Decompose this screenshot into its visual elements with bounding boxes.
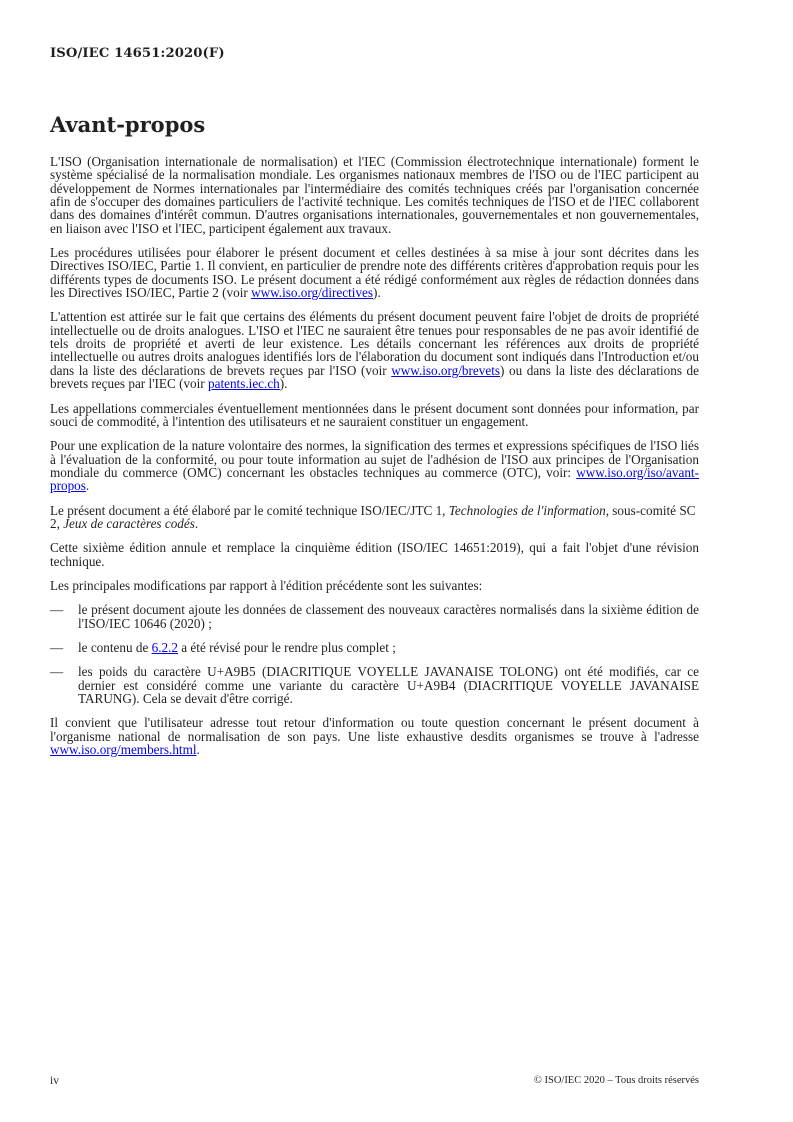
paragraph-voluntary-nature xyxy=(50,439,699,492)
committee-title: Technologies de l'information xyxy=(448,502,606,518)
iso-patents-link[interactable]: www.iso.org/brevets xyxy=(391,362,501,378)
list-item xyxy=(50,665,699,705)
paragraph-text: . xyxy=(85,478,90,494)
paragraph-procedures xyxy=(50,246,699,299)
subcommittee-title: Jeux de caractères codés xyxy=(63,515,195,531)
copyright-notice: © ISO/IEC 2020 – Tous droits réservés xyxy=(533,1075,699,1086)
paragraph-feedback xyxy=(50,716,699,756)
paragraph-text: L'attention est attirée sur le fait que certains des éléments du présent document peuvent faire l'objet de droits de propriété intellectuelle ou de droits analogues. L'ISO et l'IEC ne sauraient être tenues pour responsables de ne pas avoir identifié de tels droits de propriété et averti de leur existence. Les détails concernant les références aux droits de propriété intellectuelle ou autres droits analogues identifiés lors de l'élaboration du document sont indiqués dans l'Introduction et/ou dans la liste des déclarations de brevets reçues par l'ISO (voir xyxy=(50,309,699,378)
paragraph-text: . xyxy=(194,515,199,531)
list-dash: — xyxy=(50,639,64,655)
page-number: iv xyxy=(50,1075,59,1087)
paragraph-text: le contenu de xyxy=(78,639,152,655)
paragraph-text: a été révisé pour le rendre plus complet ; xyxy=(177,639,396,655)
paragraph-text: Il convient que l'utilisateur adresse tout retour d'information ou toute question concernant le présent document à l'organisme national de normalisation de son pays. Une liste exhaustive desdits organismes se trouve à l'adresse xyxy=(50,715,699,744)
paragraph-text: . xyxy=(196,742,200,758)
paragraph-text: , sous-comité SC 2, xyxy=(50,502,696,531)
document-body xyxy=(50,155,699,767)
paragraph-edition: Cette sixième édition annule et remplace la cinquième édition (ISO/IEC 14651:2019), qui a fait l'objet d'une révision technique. xyxy=(50,540,699,569)
paragraph-text: ). xyxy=(279,376,288,392)
list-item-text xyxy=(78,641,699,654)
paragraph-committee xyxy=(50,504,699,531)
list-dash: — xyxy=(50,664,64,680)
paragraph-text: Le présent document a été élaboré par le comité technique ISO/IEC/JTC 1, xyxy=(50,502,449,518)
list-item xyxy=(50,603,699,630)
paragraph-iso-iec-intro: L'ISO (Organisation internationale de normalisation) et l'IEC (Commission électrotechnique internationale) forment le système spécialisé de la normalisation mondiale. Les organismes nationaux membres de l'ISO ou de l'IEC participent au développement de Normes internationales par l'intermédiaire des comités techniques créés par l'organisation concernée afin de s'occuper des domaines particuliers de l'activité technique. Les comités techniques de l'ISO et de l'IEC collaborent dans des domaines d'intérêt commun. D'autres organisations internationales, gouvernementales et non gouvernementales, en liaison avec l'ISO et l'IEC, participent également aux travaux. xyxy=(50,154,699,236)
paragraph-text: ) ou dans la liste des déclarations de brevets reçues par l'IEC (voir xyxy=(50,362,699,392)
directives-link[interactable]: www.iso.org/directives xyxy=(251,285,374,301)
document-identifier: ISO/IEC 14651:2020(F) xyxy=(50,46,225,61)
list-item xyxy=(50,641,699,654)
paragraph-trade-names: Les appellations commerciales éventuellement mentionnées dans le présent document sont données pour information, par souci de commodité, à l'intention des utilisateurs et ne sauraient constituer un engagement. xyxy=(50,400,699,429)
paragraph-text: Les procédures utilisées pour élaborer le présent document et celles destinées à sa mise à jour sont décrites dans les Directives ISO/IEC, Partie 1. Il convient, en particulier de prendre note des différents critères d'approbation requis pour les différents types de documents ISO. Le présent document a été rédigé conformément aux règles de rédaction données dans les Directives ISO/IEC, Partie 2 (voir xyxy=(50,245,699,301)
paragraph-text: ). xyxy=(373,285,381,301)
list-dash: — xyxy=(50,602,64,618)
foreword-link[interactable]: www.iso.org/iso/avant-propos xyxy=(50,464,699,494)
members-link[interactable]: www.iso.org/members.html xyxy=(50,742,197,758)
list-item-text: le présent document ajoute les données de classement des nouveaux caractères normalisés dans la sixième édition de l'ISO/IEC 10646 (2020) ; xyxy=(78,602,699,631)
iec-patents-link[interactable]: patents.iec.ch xyxy=(208,376,280,392)
paragraph-patents xyxy=(50,310,699,390)
section-title: Avant-propos xyxy=(50,112,206,137)
paragraph-text: Pour une explication de la nature volontaire des normes, la signification des termes et expressions spécifiques de l'ISO liés à l'évaluation de la conformité, ou pour toute information au sujet de l'adhésion de l'ISO aux principes de l'Organisation mondiale du commerce (OMC) concernant les obstacles techniques au commerce (OTC), voir: xyxy=(50,438,699,480)
clause-link[interactable]: 6.2.2 xyxy=(151,639,178,655)
list-item-text: les poids du caractère U+A9B5 (DIACRITIQUE VOYELLE JAVANAISE TOLONG) ont été modifiés, car ce dernier est considéré comme une variante du caractère U+A9B4 (DIACRITIQUE VOYELLE JAVANAISE TARUNG). Cela se devait d'être corrigé. xyxy=(78,664,699,706)
paragraph-changes-intro: Les principales modifications par rapport à l'édition précédente sont les suivantes: xyxy=(50,577,483,593)
